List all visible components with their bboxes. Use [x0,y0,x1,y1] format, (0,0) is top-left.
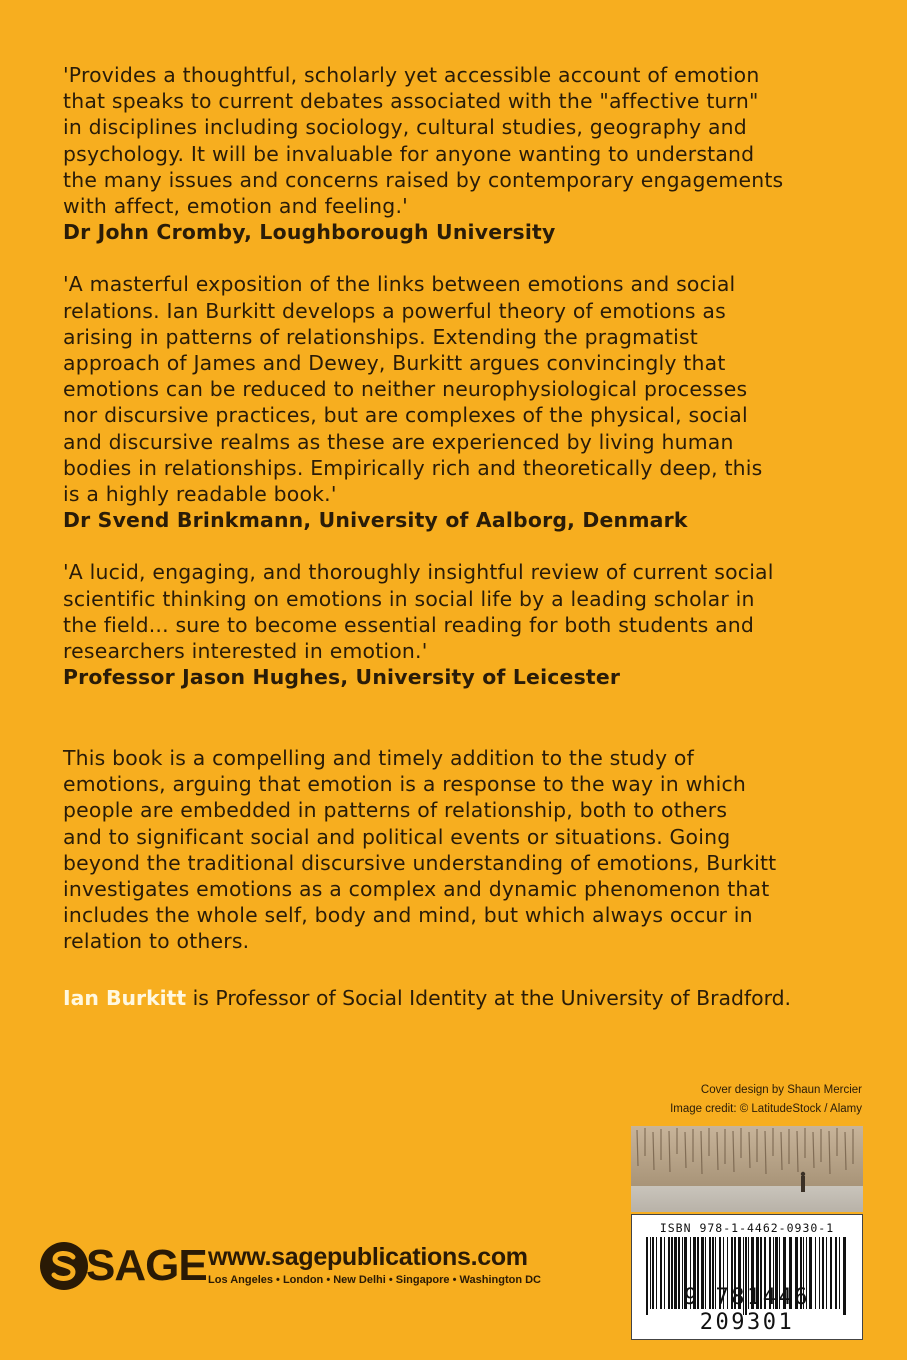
description-line: includes the whole self, body and mind, but which always occur in [63,903,753,928]
description-line: and to significant social and political events or situations. Going [63,824,731,849]
description-line: beyond the traditional discursive understanding of emotions, Burkitt [63,850,777,875]
isbn-label: ISBN 978-1-4462-0930-1 [659,1221,835,1235]
sage-logo [40,1240,207,1292]
quote-line: emotions can be reduced to neither neurophysiological processes [63,377,748,402]
reviews-section [63,62,871,716]
cover-thumbnail-image [631,1126,863,1212]
quote-line: psychology. It will be invaluable for anyone wanting to understand [63,141,755,166]
review-quote [63,62,871,219]
review-attribution: Dr Svend Brinkmann, University of Aalborg, Denmark [63,508,688,533]
review-1 [63,62,871,245]
description-line: emotions, arguing that emotion is a response to the way in which [63,772,746,797]
book-description [63,745,871,955]
description-line: This book is a compelling and timely addition to the study of [63,746,694,770]
publisher-cities: Los Angeles • London • New Delhi • Singapore • Washington DC [208,1274,541,1286]
quote-line: bodies in relationships. Empirically rich and theoretically deep, this [63,455,763,480]
quote-line: 'A lucid, engaging, and thoroughly insightful review of current social [63,560,774,585]
credits [670,1081,862,1119]
cover-photo [631,1126,863,1212]
publisher-url[interactable]: www.sagepublications.com [208,1243,528,1271]
description-line: investigates emotions as a complex and dynamic phenomenon that [63,877,770,902]
quote-line: with affect, emotion and feeling.' [63,194,408,219]
author-bio [63,985,871,1011]
quote-line: the many issues and concerns raised by contemporary engagements [63,167,784,192]
description-line: people are embedded in patterns of relationship, both to others [63,798,728,823]
quote-line: nor discursive practices, but are complexes of the physical, social [63,403,748,428]
quote-line: approach of James and Dewey, Burkitt argues convincingly that [63,351,726,376]
quote-line: relations. Ian Burkitt develops a powerful theory of emotions as [63,298,726,323]
quote-line: researchers interested in emotion.' [63,639,428,664]
standing-figure [801,1176,805,1192]
author-bio-text: is Professor of Social Identity at the University of Bradford. [186,986,792,1010]
sage-wordmark: SAGE [86,1241,207,1290]
review-2 [63,271,871,533]
image-credit: Image credit: © LatitudeStock / Alamy [670,1103,862,1115]
review-quote [63,559,871,664]
sage-s-icon [40,1242,88,1290]
publisher-info [208,1242,541,1288]
quote-line: is a highly readable book.' [63,482,337,507]
review-attribution: Dr John Cromby, Loughborough University [63,220,556,245]
quote-line: the field... sure to become essential reading for both students and [63,612,755,637]
quote-line: 'A masterful exposition of the links between emotions and social [63,272,736,297]
review-attribution: Professor Jason Hughes, University of Leicester [63,665,621,690]
isbn-barcode [631,1214,863,1340]
quote-line: scientific thinking on emotions in social life by a leading scholar in [63,586,755,611]
author-name: Ian Burkitt [63,986,187,1010]
quote-line: 'Provides a thoughtful, scholarly yet accessible account of emotion [63,63,760,87]
quote-line: that speaks to current debates associated with the "affective turn" [63,89,759,114]
description-line: relation to others. [63,929,250,954]
quote-line: and discursive realms as these are experienced by living human [63,429,734,454]
cover-design-credit: Cover design by Shaun Mercier [700,1084,862,1096]
barcode-digits: 9 781446 209301 [684,1285,810,1335]
review-3 [63,559,871,690]
quote-line: in disciplines including sociology, cultural studies, geography and [63,115,747,140]
review-quote [63,271,871,507]
quote-line: arising in patterns of relationships. Extending the pragmatist [63,324,698,349]
